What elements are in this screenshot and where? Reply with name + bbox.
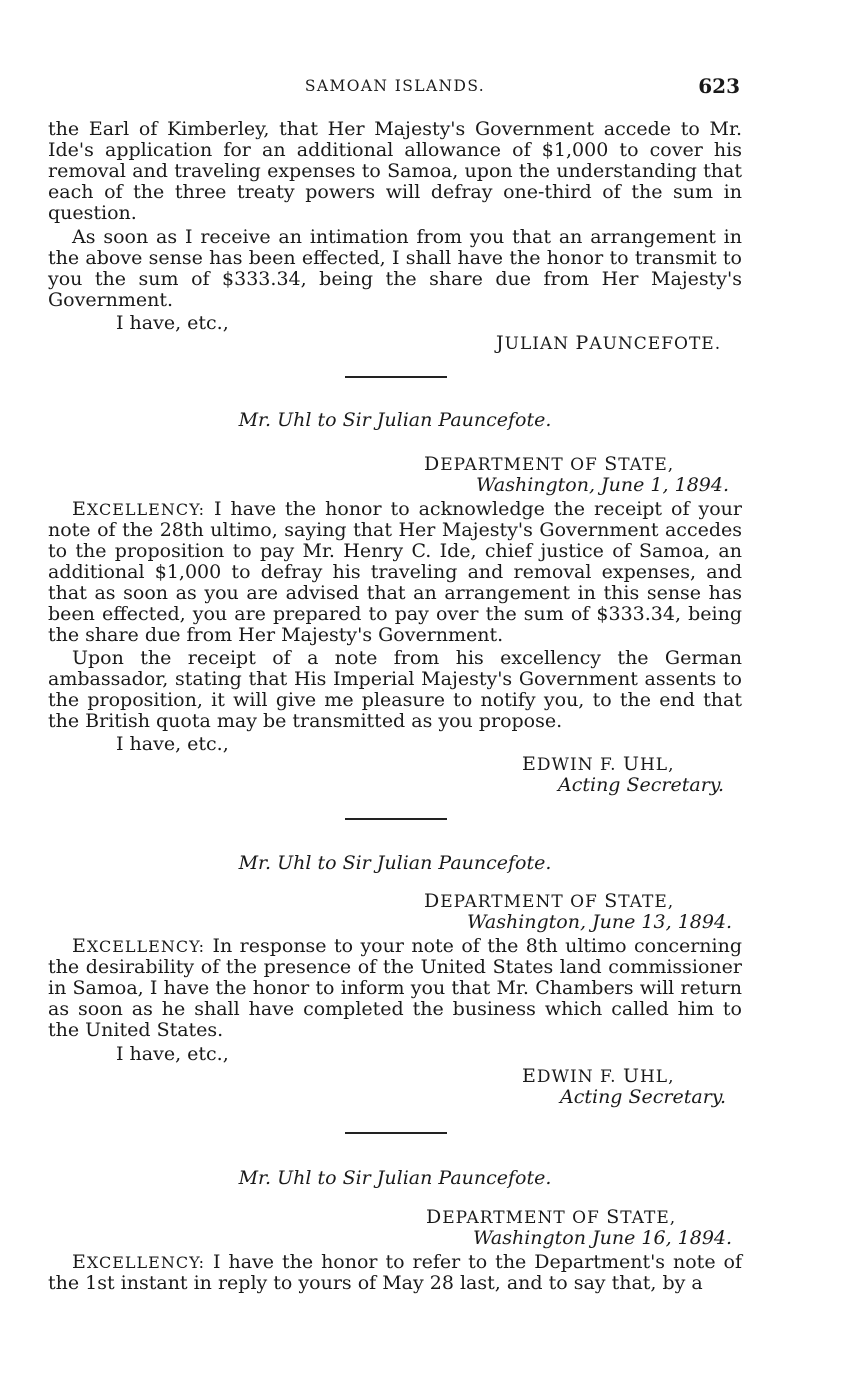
letter-1-signer-title: Acting Secretary. xyxy=(558,774,725,796)
letter-1-closing: I have, etc., xyxy=(116,733,229,755)
letter-1-signer: EDWIN F. UHL, xyxy=(522,753,675,775)
letter-1-paragraph-1: EXCELLENCY: I have the honor to acknowledge the receipt of your note of the 28th ultimo, saying that Her Majesty's Government accedes to the proposition to pay Mr. Henry C. Ide, chief justice of Samoa, an additional $1,000 to defray his traveling and removal expenses, and that as soon as you are advised that an arrangement in this sense has been effected, you are prepared to pay over the sum of $333.34, being the share due from Her Majesty's Government. xyxy=(48,498,742,646)
section-divider xyxy=(345,1132,447,1134)
letter-3-department: DEPARTMENT OF STATE, xyxy=(426,1206,677,1228)
page-header xyxy=(48,74,742,104)
letter-2-signer-title: Acting Secretary. xyxy=(560,1086,727,1108)
page-number: 623 xyxy=(698,74,740,98)
letter-3-salutation: EXCELLENCY: xyxy=(72,1251,206,1273)
letter-1-paragraph-2: Upon the receipt of a note from his excellency the German ambassador, stating that His Imperial Majesty's Government assents to the proposition, it will give me pleasure to notify you, to the end that the British quota may be transmitted as you propose. xyxy=(48,647,742,732)
letter-3-paragraph-1: EXCELLENCY: I have the honor to refer to the Department's note of the 1st instant in reply to yours of May 28 last, and to say that, by a xyxy=(48,1251,742,1294)
letter-2-department: DEPARTMENT OF STATE, xyxy=(424,890,675,912)
letter-2-salutation: EXCELLENCY: xyxy=(72,935,206,957)
letter-1-department: DEPARTMENT OF STATE, xyxy=(424,453,675,475)
letter-2-closing: I have, etc., xyxy=(116,1043,229,1065)
continued-paragraph-2: As soon as I receive an intimation from you that an arrangement in the above sense has been effected, I shall have the honor to transmit to you the sum of $333.34, being the share due from Her Majesty's Government. xyxy=(48,226,742,311)
letter-2-signer: EDWIN F. UHL, xyxy=(522,1065,675,1087)
letter-2-paragraph-1: EXCELLENCY: In response to your note of the 8th ultimo concerning the desirability of the presence of the United States land commissioner in Samoa, I have the honor to inform you that Mr. Chambers will return as soon as he shall have completed the business which called him to the United States. xyxy=(48,935,743,1041)
letter-3-dateline: Washington June 16, 1894. xyxy=(473,1227,733,1249)
section-divider xyxy=(345,818,447,820)
letter-1-heading: Mr. Uhl to Sir Julian Pauncefote. xyxy=(238,409,552,431)
letter-2-heading: Mr. Uhl to Sir Julian Pauncefote. xyxy=(238,852,552,874)
letter-1-salutation: EXCELLENCY: xyxy=(72,498,206,520)
letter-3-heading: Mr. Uhl to Sir Julian Pauncefote. xyxy=(238,1167,552,1189)
continued-closing: I have, etc., xyxy=(116,312,229,334)
letter-1-dateline: Washington, June 1, 1894. xyxy=(476,474,729,496)
continued-paragraph-1: the Earl of Kimberley, that Her Majesty's Government accede to Mr. Ide's application for an additional allowance of $1,000 to cover his removal and traveling expenses to Samoa, upon the understanding that each of the three treaty powers will defray one-third of the sum in question. xyxy=(48,118,742,224)
section-divider xyxy=(345,376,447,378)
letter-2-dateline: Washington, June 13, 1894. xyxy=(467,911,733,933)
signature-pauncefote: JULIAN PAUNCEFOTE. xyxy=(496,332,722,354)
running-title: SAMOAN ISLANDS. xyxy=(304,77,486,95)
